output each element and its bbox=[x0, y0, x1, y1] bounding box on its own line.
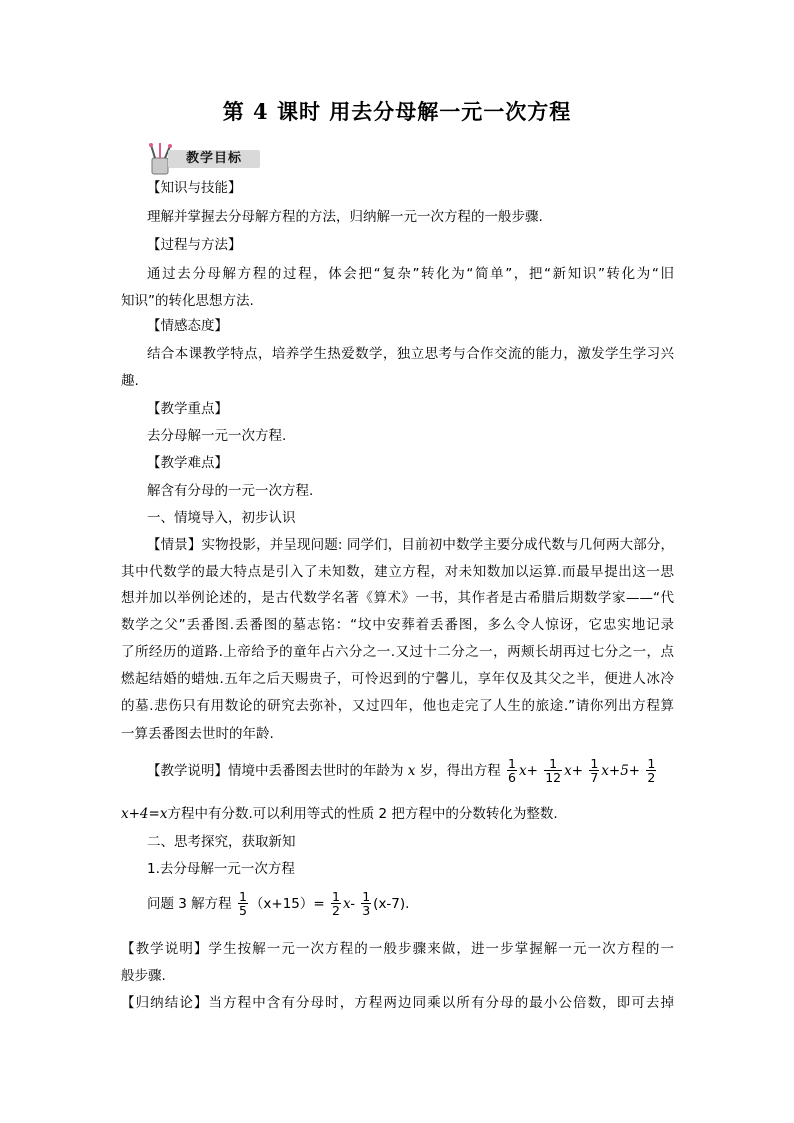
paragraph-line: 数学之父”丢番图.丢番图的墓志铭：“坟中安葬着丢番图，多么令人惊讶，它忠实地记录 bbox=[121, 617, 674, 633]
paragraph-line: 【归纳结论】当方程中含有分母时，方程两边同乘以所有分母的最小公倍数，即可去掉 bbox=[121, 995, 674, 1011]
equation-line bbox=[147, 889, 409, 919]
paragraph-line: 知识”的转化思想方法. bbox=[121, 293, 254, 309]
badge-label: 教学目标 bbox=[186, 151, 243, 166]
section-badge bbox=[146, 142, 264, 176]
paragraph-line: 理解并掌握去分母解方程的方法，归纳解一元一次方程的一般步骤. bbox=[147, 209, 543, 225]
paragraph-line: 【情景】实物投影，并呈现问题: 同学们，目前初中数学主要分成代数与几何两大部分， bbox=[147, 537, 674, 553]
text: 岁，得出方程 bbox=[419, 763, 501, 779]
section-heading: 二、思考探究，获取新知 bbox=[147, 834, 296, 850]
paragraph-line: 想并加以举例论述的，是古代数学名著《算术》一书，其作者是古希腊后期数学家——“代 bbox=[121, 590, 674, 606]
paragraph-line: 其中代数学的最大特点是引入了未知数，建立方程，对未知数加以运算.而最早提出这一思 bbox=[121, 564, 674, 580]
equation-continuation: x+4=x bbox=[121, 806, 168, 822]
paragraph-line: 了所经历的道路.上帝给予的童年占六分之一.又过十二分之一，两颊长胡再过七分之一，点 bbox=[121, 644, 674, 660]
heading-difficulty: 【教学难点】 bbox=[147, 455, 228, 471]
variable: x bbox=[407, 763, 416, 779]
heading-knowledge: 【知识与技能】 bbox=[147, 180, 242, 196]
fraction: $\frac{1}{3}$ bbox=[362, 888, 371, 918]
term: x+5+ bbox=[601, 763, 641, 779]
paragraph-line: 解含有分母的一元一次方程. bbox=[147, 483, 314, 499]
paragraph-line: 的墓.悲伤只有用数论的研究去弥补，又过四年，他也走完了人生的旅途.”请你列出方程算 bbox=[121, 698, 674, 714]
term: (x-7). bbox=[373, 896, 410, 912]
teaching-note-label: 【教学说明】情境中丢番图去世时的年龄为 bbox=[147, 763, 404, 779]
paragraph-line: 通过去分母解方程的过程，体会把“复杂”转化为“简单”，把“新知识”转化为“旧 bbox=[147, 266, 674, 282]
paragraph-line: 一算丢番图去世时的年龄. bbox=[121, 726, 274, 742]
term: x- bbox=[342, 896, 355, 912]
problem-label: 问题 3 解方程 bbox=[147, 896, 232, 912]
paragraph-line bbox=[121, 804, 558, 824]
fraction: $\frac{1}{6}$ bbox=[508, 755, 516, 785]
fraction: $\frac{1}{12}$ bbox=[545, 755, 562, 785]
fraction: $\frac{1}{7}$ bbox=[590, 755, 599, 785]
term: x+ bbox=[518, 763, 538, 779]
page-title: 第 4 课时 用去分母解一元一次方程 bbox=[222, 99, 572, 124]
heading-key-point: 【教学重点】 bbox=[147, 401, 228, 417]
paragraph-line: 般步骤. bbox=[121, 968, 166, 984]
paragraph-line: 去分母解一元一次方程. bbox=[147, 428, 287, 444]
term: （x+15）= bbox=[249, 896, 325, 912]
equation-line bbox=[147, 756, 658, 786]
paragraph-line: 结合本课教学特点，培养学生热爱数学，独立思考与合作交流的能力，激发学生学习兴 bbox=[147, 346, 674, 362]
heading-attitude: 【情感态度】 bbox=[147, 318, 228, 334]
subsection-heading: 1.去分母解一元一次方程 bbox=[147, 861, 295, 877]
section-heading: 一、情境导入，初步认识 bbox=[147, 510, 296, 526]
term: x+ bbox=[564, 763, 584, 779]
paragraph-line: 趣. bbox=[121, 373, 139, 389]
paragraph-line: 燃起结婚的蜡烛.五年之后天赐贵子，可怜迟到的宁馨儿，享年仅及其父之半，便进人冰冷 bbox=[121, 671, 674, 687]
fraction: $\frac{1}{2}$ bbox=[332, 888, 340, 918]
heading-process: 【过程与方法】 bbox=[147, 237, 242, 253]
text: 方程中有分数.可以利用等式的性质 2 把方程中的分数转化为整数. bbox=[167, 806, 558, 822]
fraction: $\frac{1}{5}$ bbox=[238, 888, 247, 918]
fraction: $\frac{1}{2}$ bbox=[647, 755, 656, 785]
paragraph-line: 【教学说明】学生按解一元一次方程的一般步骤来做，进一步掌握解一元一次方程的一 bbox=[121, 941, 674, 957]
